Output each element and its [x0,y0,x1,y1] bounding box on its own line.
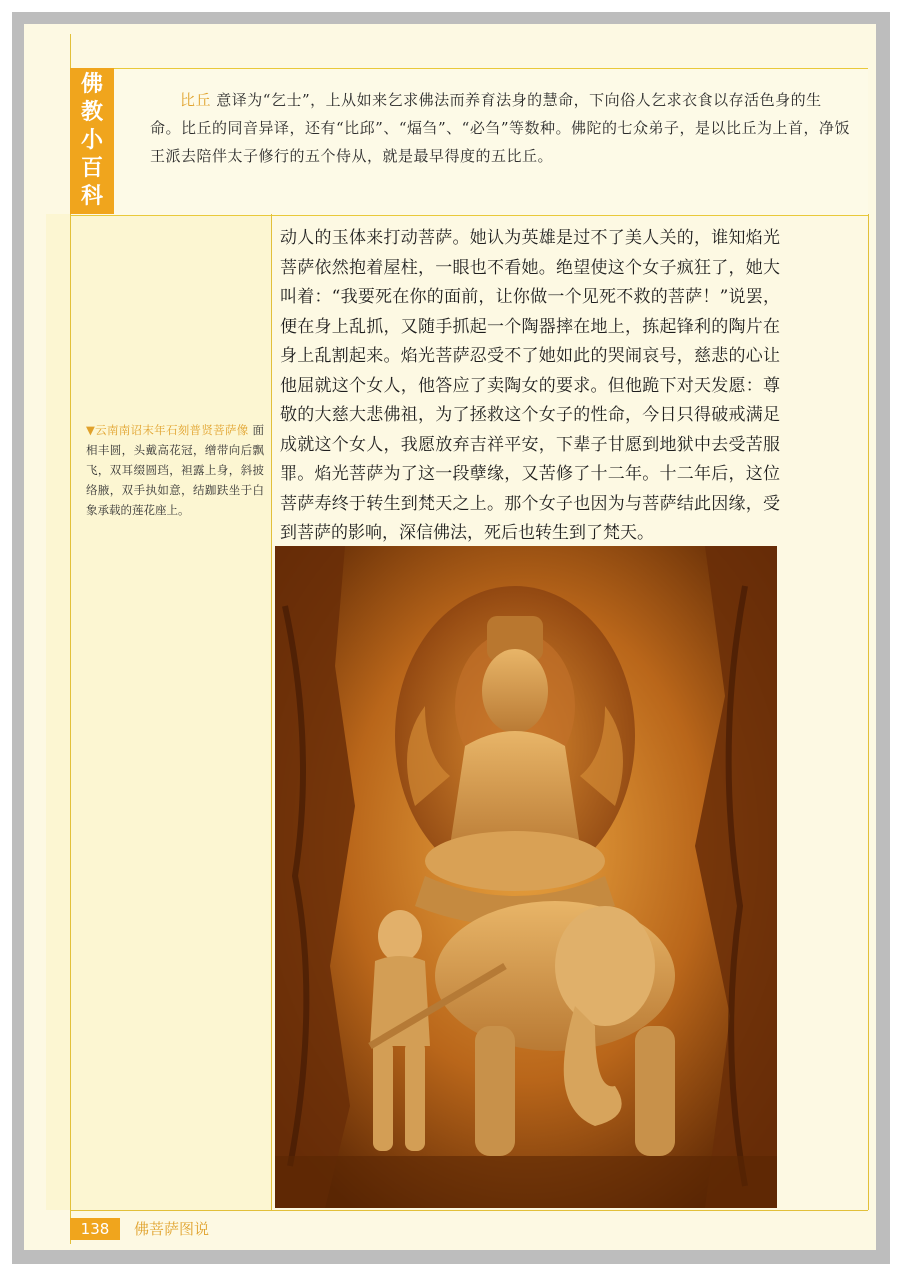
bottom-rule [70,1210,868,1211]
left-rule [70,34,71,1244]
caption-column-background [46,214,272,1210]
section-tab [70,68,114,214]
column-rule [271,214,272,1210]
photo-caption [86,420,264,520]
tab-char: 百 [80,156,103,181]
intro-text: 意译为“乞士”，上从如来乞求佛法而养育法身的慧命，下向俗人乞求衣食以存活色身的生命。比丘的同音异译，还有“比邱”、“煏刍”、“必刍”等数种。佛陀的七众弟子，是以比丘为上首，净饭王派去陪伴太子修行的五个侍从，就是最早得度的五比丘。 [150,91,851,165]
page-number: 138 [70,1218,120,1240]
tab-char: 教 [80,100,103,125]
caption-title: ▼云南南诏末年石刻普贤菩萨像 [86,423,249,437]
intro-term: 比丘 [180,91,212,109]
tab-char: 小 [80,128,103,153]
right-rule [868,214,869,1210]
statue-illustration [275,546,777,1208]
intro-paragraph [150,86,850,170]
tab-char: 科 [80,184,103,209]
caption-text: 面相丰圆，头戴高花冠，缯带向后飘飞，双耳缀圆珰，袒露上身，斜披络腋，双手执如意，结跏趺坐于白象承载的莲花座上。 [86,423,265,517]
book-title: 佛菩萨图说 [134,1220,210,1238]
tab-char: 佛 [80,72,103,97]
samantabhadra-statue-photo [275,546,777,1208]
body-text: 动人的玉体来打动菩萨。她认为英雄是过不了美人关的，谁知焰光菩萨依然抱着屋柱，一眼也不看她。绝望使这个女子疯狂了，她大叫着：“我要死在你的面前，让你做一个见死不救的菩萨！”说罢，便在身上乱抓，又随手抓起一个陶器摔在地上，拣起锋利的陶片在身上乱割起来。焰光菩萨忍受不了她如此的哭闹哀号，慈悲的心让他屈就这个女人，他答应了卖陶女的要求。但他跪下对天发愿：尊敬的大慈大悲佛祖，为了拯救这个女子的性命，今日只得破戒满足成就这个女人，我愿放弃吉祥平安，下辈子甘愿到地狱中去受苦服罪。焰光菩萨为了这一段孽缘，又苦修了十二年。十二年后，这位菩萨寿终于转生到梵天之上。那个女子也因为与菩萨结此因缘，受到菩萨的影响，深信佛法，死后也转生到了梵天。 [280,228,780,543]
